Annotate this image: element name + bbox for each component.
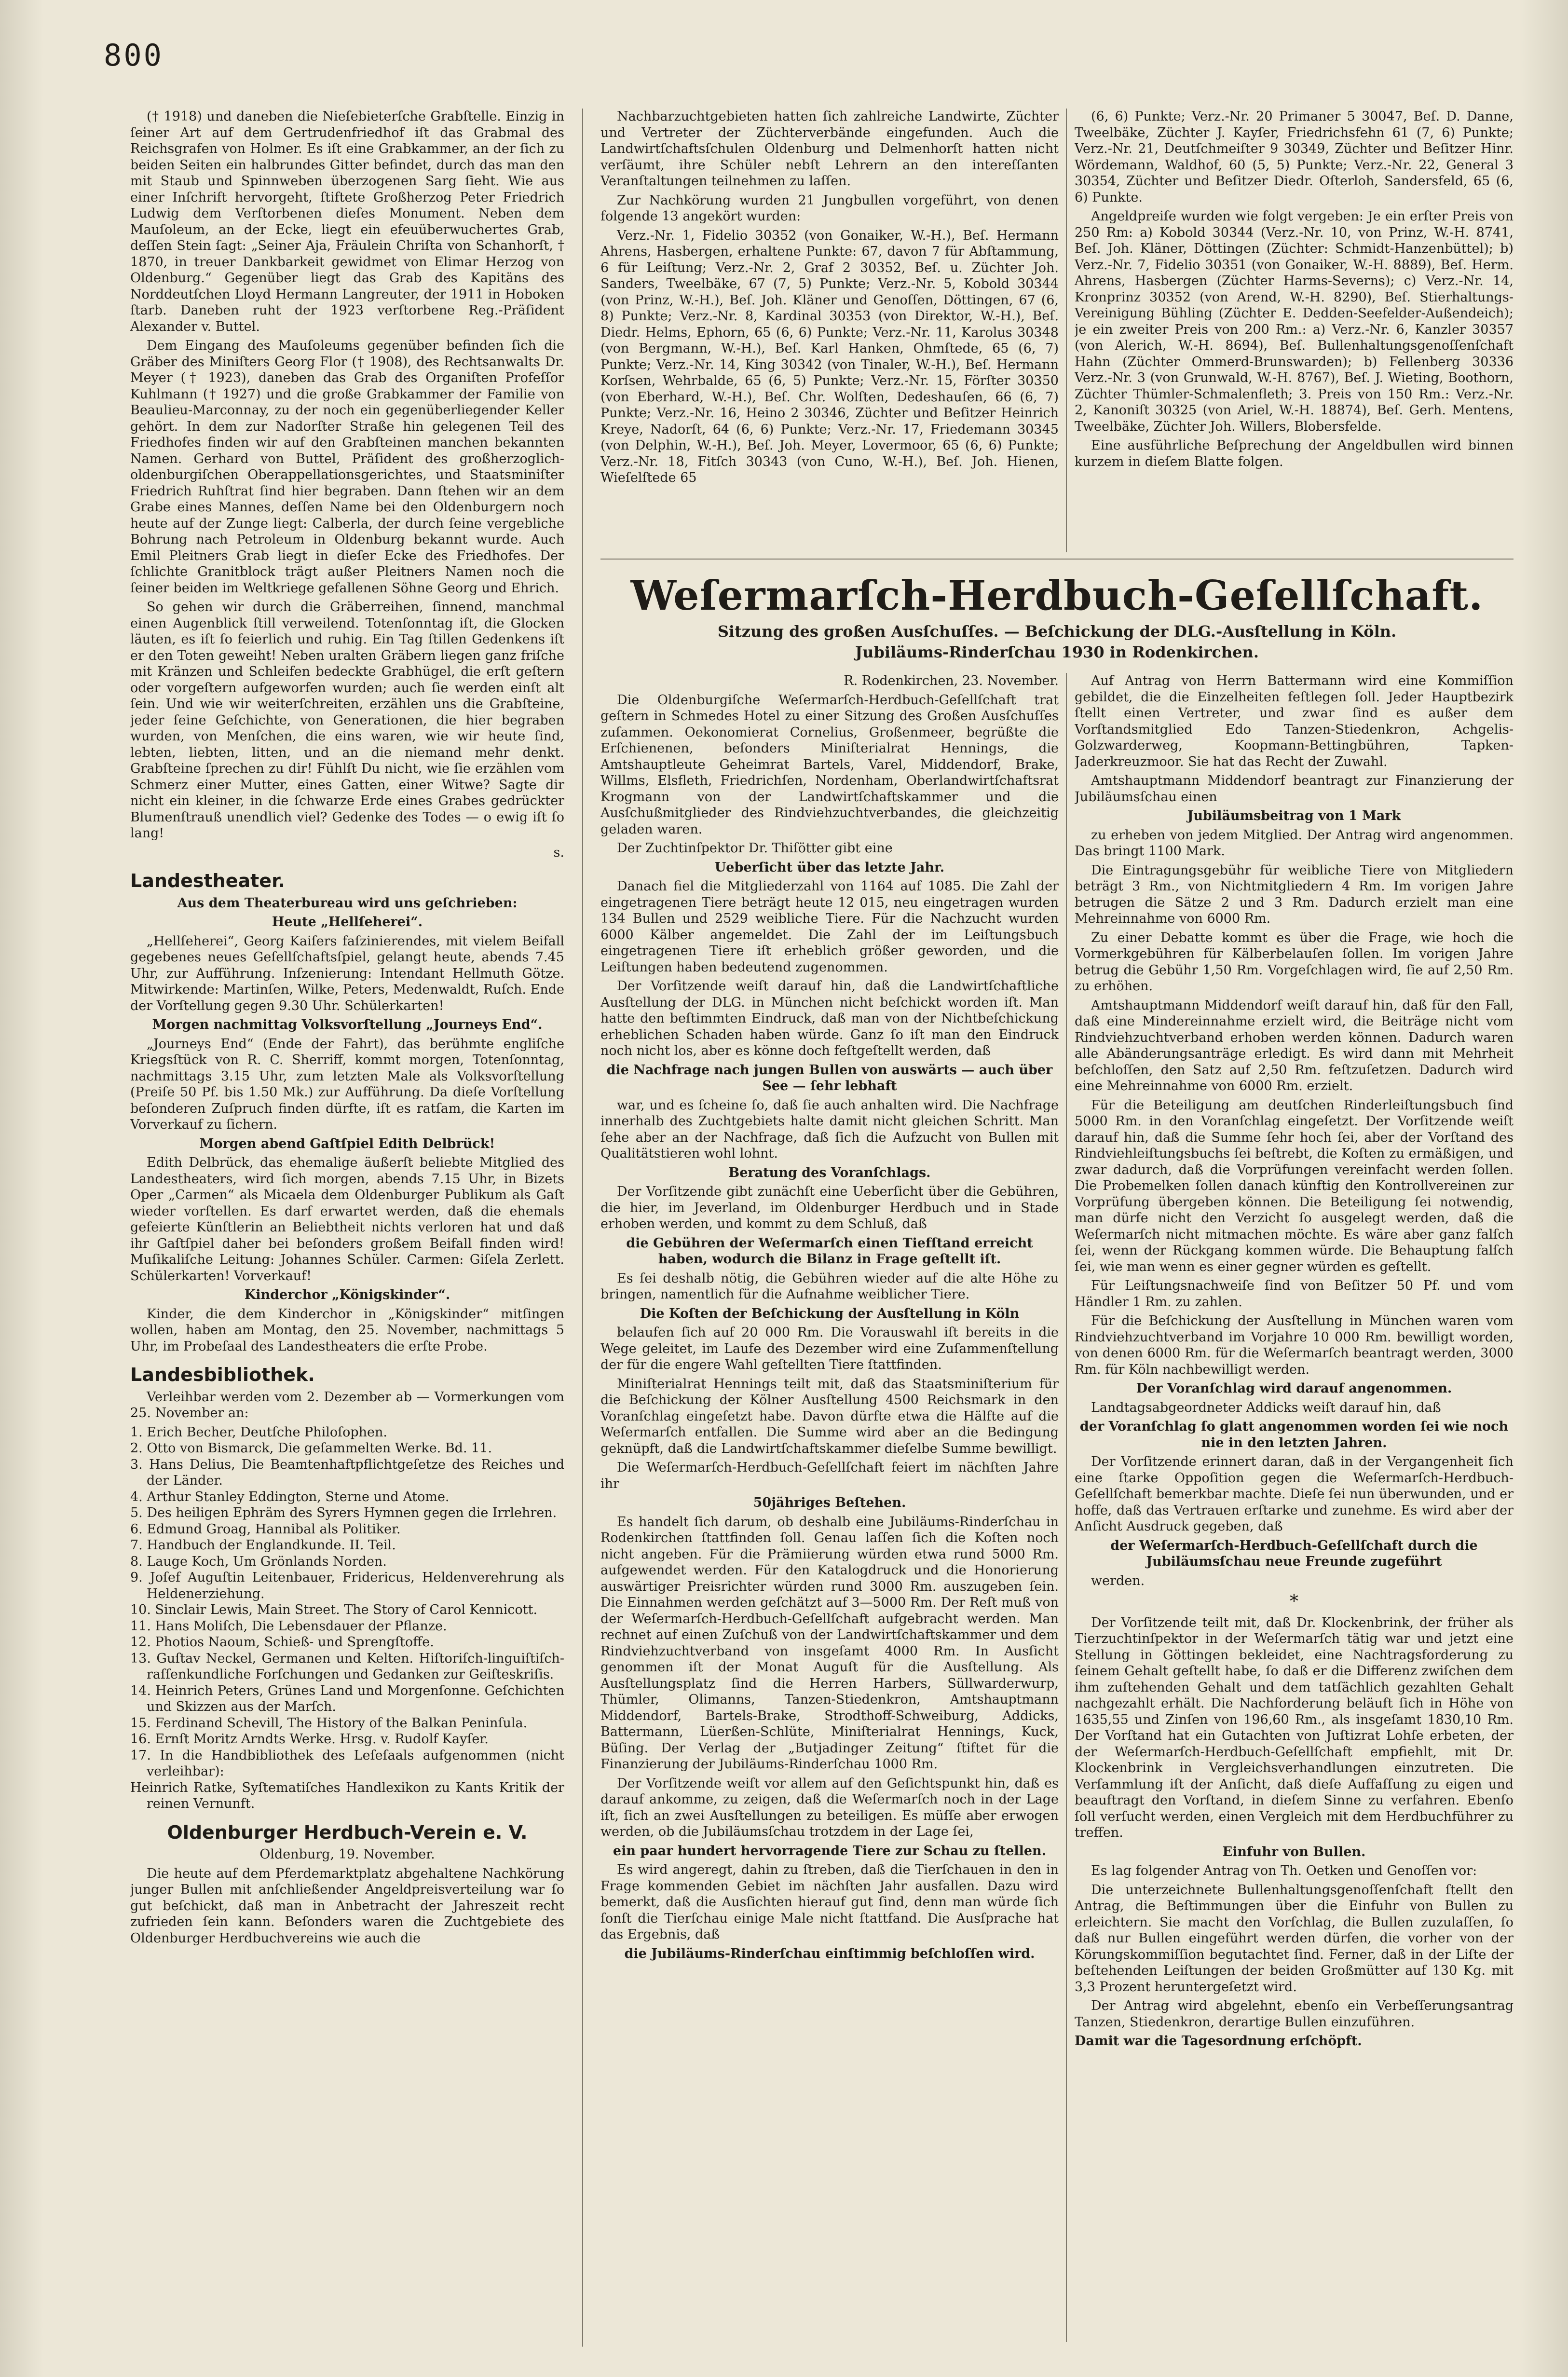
paragraph: Eine ausführliche Beſprechung der Angeldbullen wird binnen kurzem in dieſem Blatte folgen. (1075, 438, 1513, 469)
list-item: 4. Arthur Stanley Eddington, Sterne und Atome. (130, 1489, 450, 1504)
paragraph: Für Leiſtungsnachweiſe ſind von Beſitzer 50 Pf. und vom Händler 1 Rm. zu zahlen. (1075, 1278, 1513, 1310)
paragraph: Für die Beſchickung der Ausſtellung in München waren vom Rindviehzuchtverband im Vorjahre 10 000 Rm. bewilligt worden, von denen 6000 Rm. für die Weſermarſch beantragt werden, 3000 Rm. für Köln nachbewilligt werden. (1075, 1313, 1513, 1377)
paragraph: Amtshauptmann Middendorf weiſt darauf hin, daß für den Fall, daß eine Mindereinnahme erzielt wird, die Beiträge nicht vom Rindviehzuchtverband erhoben werden können. Dadurch waren alle Abänderungsanträge erledigt. Es wird dann mit Mehrheit beſchloſſen, den Satz auf 2,50 Rm. feſtzuſetzen. Dadurch wird eine Mehreinnahme von 6000 Rm. erzielt. (1075, 997, 1513, 1093)
paragraph: Die unterzeichnete Bullenhaltungsgenoſſenſchaft ſtellt den Antrag, die Beſtimmungen über die Einfuhr von Bullen zu erleichtern. Sie macht den Vorſchlag, die Bullen zuzulaſſen, ſo daß nur Bullen eingeführt werden dürfen, die vorher von der Körungskommiſſion begutachtet ſind. Ferner, daß in der Liſte der beſtehenden Leiſtungen der beiden Großmütter auf 130 Kg. mit 3,3 Prozent heruntergeſetzt wird. (1075, 1882, 1513, 1994)
subheading: die Jubiläums-Rinderſchau einſtimmig beſchloſſen wird. (624, 1946, 1035, 1961)
paragraph: Zur Nachkörung wurden 21 Jungbullen vorgeführt, von denen folgende 13 angekört wurden: (600, 192, 1059, 224)
subheading: die Nachfrage nach jungen Bullen von auswärts — auch über See — ſehr lebhaft (606, 1062, 1053, 1093)
subheading: der Weſermarſch-Herdbuch-Geſellſchaft durch die Jubiläumsſchau neue Freunde zugeführt (1110, 1538, 1478, 1569)
paragraph: Zu einer Debatte kommt es über die Frage, wie hoch die Vormerkgebühren für Kälberbelauſen ſollen. Im vorigen Jahre betrug die Gebühr 1,50 Rm. Vorgeſchlagen wird, ſie auf 2,50 Rm. zu erhöhen. (1075, 930, 1513, 994)
column-1 (130, 109, 564, 2347)
list-item: 10. Sinclair Lewis, Main Street. The Story of Carol Kennicott. (130, 1602, 538, 1617)
signature: s. (553, 845, 564, 860)
list-item: 1. Erich Becher, Deutſche Philoſophen. (130, 1424, 387, 1440)
dateline: Oldenburg, 19. November. (259, 1847, 435, 1862)
list-item: 11. Hans Moliſch, Die Lebensdauer der Pflanze. (130, 1618, 447, 1634)
paragraph: († 1918) und daneben die Nieſebieterſche Grabſtelle. Einzig in ſeiner Art auf dem Gertrudenfriedhof iſt das Grabmal des Reichsgrafen von Holmer. Es iſt eine Grabkammer, an der ſich zu beiden Seiten ein halbrundes Gitter befindet, durch das man den mit Staub und Spinnweben überzogenen Sarg ſieht. Wie aus einer Inſchrift hervorgeht, ſtiftete Großherzog Peter Friedrich Ludwig dem Verſtorbenen dieſes Monument. Neben dem Mauſoleum, an der Ecke, liegt ein efeuüberwuchertes Grab, deſſen Stein ſagt: „Seiner Aja, Fräulein Chriſta von Schanhorſt, † 1870, in treuer Dankbarkeit gewidmet von Elimar Herzog von Oldenburg.“ Gegenüber liegt das Grab des Kapitäns des Norddeutſchen Lloyd Hermann Langreuter, der 1911 in Hoboken ſtarb. Daneben ruht der 1923 verſtorbene Reg.-Präſident Alexander v. Buttel. (130, 109, 564, 334)
section-heading-library: Landesbibliothek. (130, 1364, 315, 1385)
paragraph: Die Eintragungsgebühr für weibliche Tiere von Mitgliedern beträgt 3 Rm., von Nichtmitgliedern 4 Rm. Im vorigen Jahre betrugen die Sätze 2 und 3 Rm. Dadurch erzielt man eine Mehreinnahme von 6000 Rm. (1075, 862, 1513, 926)
paragraph: Miniſterialrat Hennings teilt mit, daß das Staatsminiſterium für die Beſchickung der Kölner Ausſtellung 4500 Reichsmark in den Voranſchlag eingeſetzt habe. Davon dürfte etwa die Hälfte auf die Weſermarſch entfallen. Die Summe wird aber an die Bedingung geknüpft, daß die Landwirtſchaftskammer dieſelbe Summe bewilligt. (600, 1376, 1059, 1456)
subheading: Kinderchor „Königskinder“. (244, 1287, 450, 1302)
list-item: 2. Otto von Bismarck, Die geſammelten Werke. Bd. 11. (130, 1441, 492, 1456)
list-item: Heinrich Ratke, Syſtematiſches Handlexikon zu Kants Kritik der reinen Vernunft. (130, 1780, 564, 1811)
list-item: 16. Ernſt Moritz Arndts Werke. Hrsg. v. Rudolf Kayſer. (130, 1732, 489, 1747)
paragraph: Der Vorſitzende erinnert daran, daß in der Vergangenheit ſich eine ſtarke Oppoſition gegen die Weſermarſch-Herdbuch-Geſellſchaft bemerkbar machte. Dieſe ſei nun überwunden, und er hoffe, daß das Vertrauen erſtarke und zunehme. Es wird aber der Anſicht Ausdruck gegeben, daß (1075, 1454, 1513, 1534)
paragraph: belaufen ſich auf 20 000 Rm. Die Vorauswahl iſt bereits in die Wege geleitet, im Laufe des Dezember wird eine Zuſammenſtellung der für die engere Wahl geſtellten Tiere ſtattfinden. (600, 1325, 1059, 1372)
subheading: Heute „Hellſeherei“. (272, 915, 423, 929)
paragraph: Dem Eingang des Mauſoleums gegenüber befinden ſich die Gräber des Miniſters Georg Flor († 1908), des Rechtsanwalts Dr. Meyer († 1923), daneben das Grab des Organiſten Profeſſor Kuhlmann († 1927) und die große Grabkammer der Familie von Beaulieu-Marconnay, zu der noch ein gegenüberliegender Keller gehört. In dem zur Nadorſter Straße hin gelegenen Teil des Friedhofes finden wir auf den Grabſteinen manchen bekannten Namen. Gerhard von Buttel, Präſident des großherzoglich-oldenburgiſchen Oberappellationsgerichtes, und Staatsminiſter Friedrich Ruhſtrat ſind hier begraben. Dann ſtehen wir an dem Grabe eines Mannes, deſſen Name bei den Oldenburgern noch heute auf der Zunge liegt: Calberla, der durch ſeine vergebliche Bohrung nach Petroleum in Oldenburg bekannt wurde. Auch Emil Pleitners Grab liegt in dieſer Ecke des Friedhofes. Der ſchlichte Granitblock trägt außer Pleitners Namen noch die ſeiner beiden im Weltkriege gefallenen Söhne Georg und Ehrich. (130, 338, 564, 596)
column-divider (1066, 673, 1067, 2342)
paragraph: werden. (1091, 1573, 1145, 1588)
paragraph: (6, 6) Punkte; Verz.-Nr. 20 Primaner 5 30047, Beſ. D. Danne, Tweelbäke, Züchter J. Kayſer, Friedrichsfehn 61 (7, 6) Punkte; Verz.-Nr. 21, Deutſchmeiſter 9 30349, Züchter und Beſitzer Hinr. Wördemann, Waldhof, 60 (5, 5) Punkte; Verz.-Nr. 22, General 3 30354, Züchter und Beſitzer Diedr. Oſterloh, Sandersfeld, 65 (6, 6) Punkte. (1075, 109, 1513, 205)
subheading: Aus dem Theaterbureau wird uns geſchrieben: (177, 895, 518, 911)
list-item: 13. Guſtav Neckel, Germanen und Kelten. Hiſtoriſch-linguiſtiſch-raſſenkundliche Forſchungen und Gedanken zur Geiſteskriſis. (130, 1651, 564, 1682)
list-item: 12. Photios Naoum, Schieß- und Sprengſtoffe. (130, 1635, 434, 1650)
paragraph: zu erheben von jedem Mitglied. Der Antrag wird angenommen. Das bringt 1100 Mark. (1075, 827, 1513, 859)
list-item: 8. Lauge Koch, Um Grönlands Norden. (130, 1554, 387, 1569)
paragraph: Die Weſermarſch-Herdbuch-Geſellſchaft feiert im nächſten Jahre ihr (600, 1460, 1059, 1491)
dateline: R. Rodenkirchen, 23. November. (844, 673, 1059, 688)
subheading: Morgen nachmittag Volksvorſtellung „Journeys End“. (152, 1017, 543, 1032)
paragraph: Nachbarzuchtgebieten hatten ſich zahlreiche Landwirte, Züchter und Vertreter der Züchterverbände eingefunden. Auch die Landwirtſchaftsſchulen Oldenburg und Delmenhorſt hatten nicht verſäumt, ihre Schüler nebſt Lehrern an den intereſſanten Veranſtaltungen teilnehmen zu laſſen. (600, 109, 1059, 189)
subheading: Die Koſten der Beſchickung der Ausſtellung in Köln (640, 1306, 1020, 1321)
paragraph: Der Antrag wird abgelehnt, ebenſo ein Verbeſſerungsantrag Tanzen, Stiedenkron, derartige Bullen einzuführen. (1075, 1998, 1513, 2030)
paragraph: Für die Beteiligung am deutſchen Rinderleiſtungsbuch ſind 5000 Rm. in den Voranſchlag eingeſetzt. Der Vorſitzende weiſt darauf hin, daß die Summe ſehr hoch ſei, aber der Vorſtand des Rindviehleiſtungsbuchs ſei beſtrebt, die Koſten zu ermäßigen, und zwar dadurch, daß die Vorprüfungen vereinfacht werden ſollen. Die Probemelken ſollen danach künftig den Kontrollvereinen zur Vorprüfung übergeben können. Die Beteiligung ſei notwendig, man dürfe nicht den Verzicht ſo ausgelegt werden, daß die Weſermarſch nicht mitmachen möchte. Es wäre aber ganz falſch ſei, wenn der Rückgang kommen würde. Die Behauptung falſch ſei, wie man wenn es einer gegner würden es geſtellt. (1075, 1097, 1513, 1274)
paragraph: So gehen wir durch die Gräberreihen, ſinnend, manchmal einen Augenblick ſtill verweilend. Totenſonntag iſt, die Glocken läuten, es iſt ſo feierlich und ruhig. Ein Tag ſtillen Gedenkens iſt er den Toten geweiht! Neben uralten Gräbern liegen ganz friſche mit Kränzen und Schleifen bedeckte Grabhügel, die erſt geſtern oder vorgeſtern aufgeworfen wurden; auch ſie werden einſt alt ſein. Und wie wir weiterſchreiten, erzählen uns die Grabſteine, jeder ſeine Geſchichte, von Generationen, die hier begraben wurden, von Menſchen, die eins waren, wie wir heute ſind, lebten, liebten, litten, und an die niemand mehr denkt. Grabſteine ſprechen zu dir! Fühlſt Du nicht, wie ſie erzählen vom Schmerz einer Mutter, eines Gatten, einer Witwe? Sagte dir nicht ein kleiner, in die ſchwarze Erde eines Grabes gedrückter Blumenſtrauß unendlich viel? Gedenke des Todes — o ewig iſt ſo lang! (130, 600, 564, 841)
paragraph: Es ſei deshalb nötig, die Gebühren wieder auf die alte Höhe zu bringen, namentlich für die Aufnahme weiblicher Tiere. (600, 1270, 1059, 1302)
column-3-top (1075, 109, 1513, 610)
list-item: 14. Heinrich Peters, Grünes Land und Morgenſonne. Geſchichten und Skizzen aus der Marſch. (130, 1683, 564, 1714)
subheading: 50jähriges Beſtehen. (753, 1495, 906, 1510)
paragraph: Landtagsabgeordneter Addicks weiſt darauf hin, daß (1091, 1400, 1441, 1415)
paragraph: „Hellſeherei“, Georg Kaiſers faſzinierendes, mit vielem Beifall gegebenes neues Geſellſchaftsſpiel, gelangt heute, abends 7.45 Uhr, zur Aufführung. Inſzenierung: Intendant Hellmuth Götze. Mitwirkende: Martinſen, Wilke, Peters, Medenwaldt, Ruſch. Ende der Vorſtellung gegen 9.30 Uhr. Schülerkarten! (130, 933, 564, 1013)
list-item: 3. Hans Delius, Die Beamtenhaftpflichtgeſetze des Reiches und der Länder. (130, 1457, 564, 1488)
paragraph: Kinder, die dem Kinderchor in „Königskinder“ mitſingen wollen, haben am Montag, den 25. November, nachmittags 5 Uhr, im Probeſaal des Landestheaters die erſte Probe. (130, 1306, 564, 1354)
paragraph: Verleihbar werden vom 2. Dezember ab — Vormerkungen vom 25. November an: (130, 1389, 564, 1421)
column-2-top (600, 109, 1059, 610)
list-item: 9. Joſef Auguſtin Leitenbauer, Fridericus, Heldenverehrung als Heldenerziehung. (130, 1570, 564, 1601)
asterisk-separator: * (1290, 1592, 1298, 1612)
article-headline: Weſermarſch-Herdbuch-Geſellſchaft. (630, 572, 1484, 619)
paragraph: Es lag folgender Antrag von Th. Oetken und Genoſſen vor: (1091, 1863, 1477, 1878)
paragraph: Der Vorſitzende teilt mit, daß Dr. Klockenbrink, der früher als Tierzuchtinſpektor in der Weſermarſch tätig war und jetzt eine Stellung in Göttingen bekleidet, eine Nachtragsforderung zu ſeinem Gehalt geſtellt habe, ſo daß er die Differenz zwiſchen dem ihm zuſtehenden Gehalt und dem tatſächlich gezahlten Gehalt nachgezahlt erhält. Die Nachforderung beläuft ſich in Höhe von 1635,55 und Zinſen von 196,60 Rm., als insgeſamt 1830,10 Rm. Der Vorſtand hat ein Gutachten von Juſtizrat Lohſe erbeten, der der Weſermarſch-Herdbuch-Geſellſchaft empfiehlt, mit Dr. Klockenbrink in Vergleichsverhandlungen einzutreten. Die Verſammlung iſt der Anſicht, daß dieſe Auffaſſung zu eigen und beauftragt den Vorſtand, in dieſem Sinne zu verfahren. Ebenſo ſoll verſucht werden, einen Vergleich mit dem Herdbuchführer zu treffen. (1075, 1615, 1513, 1840)
subheading: Einfuhr von Bullen. (1222, 1844, 1366, 1859)
paragraph: Angeldpreiſe wurden wie folgt vergeben: Je ein erſter Preis von 250 Rm: a) Kobold 30344 (Verz.-Nr. 10, von Prinz, W.-H. 8741, Beſ. Joh. Kläner, Döttingen (Züchter: Schmidt-Hanzenbüttel); b) Verz.-Nr. 7, Fidelio 30351 (von Gonaiker, W.-H. 8889), Beſ. Herm. Ahrens, Hasbergen (Züchter Harms-Severns); c) Verz.-Nr. 14, Kronprinz 30352 (von Arend, W.-H. 8290), Beſ. Stierhaltungs-Vereinigung Bühling (Züchter E. Dedden-Seefelder-Außendeich); je ein zweiter Preis von 200 Rm.: a) Verz.-Nr. 6, Kanzler 30357 (von Alerich, W.-H. 8694), Beſ. Bullenhaltungsgenoſſenſchaft Hahn (Züchter Ommerd-Brunswarden); b) Fellenberg 30336 Verz.-Nr. 3 (von Grunwald, W.-H. 8767), Beſ. J. Wieting, Boothorn, Züchter Thümler-Schmalenfleth; 3. Preis von 150 Rm.: Verz.-Nr. 2, Kanoniſt 30325 (von Ariel, W.-H. 18874), Beſ. Gerh. Mentens, Tweelbäke, Züchter Joh. Willers, Blobersfelde. (1075, 209, 1513, 434)
list-item: 7. Handbuch der Englandkunde. II. Teil. (130, 1538, 396, 1553)
paragraph: Danach fiel die Mitgliederzahl von 1164 auf 1085. Die Zahl der eingetragenen Tiere beträgt heute 12 015, neu eingetragen wurden 134 Bullen und 2529 weibliche Tiere. Für die Nachzucht wurden 6000 Kälber angemeldet. Die Zahl der im Leiſtungsbuch eingetragenen Tiere iſt erheblich größer geworden, und die Leiſtungen haben bedeutend zugenommen. (600, 879, 1059, 975)
paragraph: Es wird angeregt, dahin zu ſtreben, daß die Tierſchauen in den in Frage kommenden Gebiet im nächſten Jahr ausfallen. Dazu wird bemerkt, daß die Ausſichten hierauf gut ſind, denn man würde ſich ſonſt die Tierſchau einige Male nicht ſtattfand. Die Ausſprache hat das Ergebnis, daß (600, 1862, 1059, 1942)
subheading: die Gebühren der Weſermarſch einen Tiefſtand erreicht haben, wodurch die Bilanz in Frage geſtellt iſt. (626, 1235, 1033, 1267)
column-divider (582, 109, 583, 2347)
subheading: Jubiläumsbeitrag von 1 Mark (1187, 808, 1401, 823)
page-number: 800 (104, 38, 164, 73)
article-column-left (600, 673, 1059, 2342)
subheading: Beratung des Voranſchlags. (728, 1165, 931, 1180)
paragraph: Auf Antrag von Herrn Battermann wird eine Kommiſſion gebildet, die die Einzelheiten feſtlegen ſoll. Jeder Hauptbezirk ſtellt einen Vertreter, und zwar ſind es außer dem Vorſtandsmitglied Edo Tanzen-Stiedenkron, Achgelis-Golzwarderweg, Koopmann-Bettingbühren, Tapken-Jaderkreuzmoor. Sie hat das Recht der Zuwahl. (1075, 673, 1513, 769)
subheading: ein paar hundert hervorragende Tiere zur Schau zu ſtellen. (613, 1843, 1047, 1858)
paragraph: Edith Delbrück, das ehemalige äußerſt beliebte Mitglied des Landestheaters, wird ſich morgen, abends 7.15 Uhr, in Bizets Oper „Carmen“ als Micaela dem Oldenburger Publikum als Gaſt wieder vorſtellen. Es darf erwartet werden, daß die ehemals gefeierte Künſtlerin an Beliebtheit nichts verloren hat und daß ihr Gaſtſpiel daher bei beſonders großem Beifall finden wird! Muſikaliſche Leitung: Johannes Schüler. Carmen: Giſela Zerlett. Schülerkarten! Vorverkauf! (130, 1155, 564, 1284)
paragraph: Der Vorſitzende weiſt vor allem auf den Geſichtspunkt hin, daß es darauf ankomme, zu zeigen, daß die Weſermarſch noch in der Lage iſt, ſich an zwei Ausſtellungen zu beteiligen. Es müſſe aber erwogen werden, ob die Jubiläumsſchau trotzdem in der Lage ſei, (600, 1776, 1059, 1839)
section-heading-herdbook: Oldenburger Herdbuch-Verein e. V. (167, 1821, 528, 1843)
paragraph: Es handelt ſich darum, ob deshalb eine Jubiläums-Rinderſchau in Rodenkirchen ſtattfinden ſoll. Genau laſſen ſich die Koſten noch nicht angeben. Für die Prämiierung würden etwa rund 5000 Rm. aufgewendet werden. Für den Katalogdruck und die Honorierung auswärtiger Preisrichter würden rund 3000 Rm. auszugeben ſein. Die Einnahmen werden geſchätzt auf 3—5000 Rm. Der Reſt muß von der Weſermarſch-Herdbuch-Geſellſchaft aufgebracht werden. Man rechnet auf einen Zuſchuß von der Landwirtſchaftskammer und dem Rindviehzuchtverband von insgeſamt 4000 Rm. In Ausſicht genommen iſt der Monat Auguſt für die Ausſtellung. Als Ausſtellungsplatz ſind die Herren Harbers, Süllwarderwurp, Thümler, Olimanns, Tanzen-Stiedenkron, Amtshauptmann Middendorf, Bartels-Brake, Strodthoff-Schweiburg, Addicks, Battermann, Lüerßen-Schlüte, Miniſterialrat Hennings, Kuck, Büſing. Der Verlag der „Butjadinger Zeitung“ ſtiftet für die Finanzierung der Jubiläums-Rinderſchau 1000 Rm. (600, 1514, 1059, 1772)
paragraph: Der Vorſitzende gibt zunächſt eine Ueberſicht über die Gebühren, die hier, im Jeverland, im Oldenburger Herdbuch und in Stade erhoben werden, und kommt zu dem Schluß, daß (600, 1184, 1059, 1231)
paragraph: Verz.-Nr. 1, Fidelio 30352 (von Gonaiker, W.-H.), Beſ. Hermann Ahrens, Hasbergen, erhaltene Punkte: 67, davon 7 für Abſtammung, 6 für Leiſtung; Verz.-Nr. 2, Graf 2 30352, Beſ. u. Züchter Joh. Sanders, Tweelbäke, 67 (7, 5) Punkte; Verz.-Nr. 5, Kobold 30344 (von Prinz, W.-H.), Beſ. Joh. Kläner und Genoſſen, Döttingen, 67 (6, 8) Punkte; Verz.-Nr. 8, Kardinal 30353 (von Direktor, W.-H.), Beſ. Diedr. Helms, Ephorn, 65 (6, 6) Punkte; Verz.-Nr. 11, Karolus 30348 (von Bergmann, W.-H.), Beſ. Karl Hanken, Ohmſtede, 65 (6, 7) Punkte; Verz.-Nr. 14, King 30342 (von Tinaler, W.-H.), Beſ. Hermann Korſsen, Wehrbalde, 65 (6, 5) Punkte; Verz.-Nr. 15, Förſter 30350 (von Eberhard, W.-H.), Beſ. Chr. Wolſten, Dedeshauſen, 66 (6, 7) Punkte; Verz.-Nr. 16, Heino 2 30346, Züchter und Beſitzer Heinrich Kreye, Nadorſt, 64 (6, 6) Punkte; Verz.-Nr. 17, Friedemann 30345 (von Delphin, W.-H.), Beſ. Joh. Meyer, Lovermoor, 65 (6, 6) Punkte; Verz.-Nr. 18, Fitſch 30343 (von Cuno, W.-H.), Beſ. Joh. Hienen, Wieſelſtede 65 (600, 228, 1059, 485)
subheading: Der Voranſchlag wird darauf angenommen. (1136, 1381, 1452, 1396)
list-item: 17. In die Handbibliothek des Leſeſaals aufgenommen (nicht verleihbar): (130, 1748, 564, 1779)
article-subheadline: Sitzung des großen Ausſchuſſes. — Beſchickung der DLG.-Ausſtellung in Köln. (717, 622, 1397, 641)
paragraph: war, und es ſcheine ſo, daß ſie auch anhalten wird. Die Nachfrage innerhalb des Zuchtgebiets halte damit nicht gleichen Schritt. Man ſehe aber an der Nachfrage, daß ſich die Aufzucht von Bullen mit Qualitätstieren wohl lohnt. (600, 1097, 1059, 1161)
article-subheadline: Jubiläums-Rinderſchau 1930 in Rodenkirchen. (855, 643, 1259, 661)
paragraph: Amtshauptmann Middendorf beantragt zur Finanzierung der Jubiläumsſchau einen (1075, 773, 1513, 805)
column-divider (1066, 109, 1067, 552)
section-heading-theater: Landestheater. (130, 870, 285, 891)
closing-line: Damit war die Tagesordnung erſchöpft. (1075, 2034, 1362, 2049)
list-item: 15. Ferdinand Schevill, The History of the Balkan Peninſula. (130, 1715, 528, 1731)
paragraph: Die heute auf dem Pferdemarktplatz abgehaltene Nachkörung junger Bullen mit anſchließender Angeldpreisverteilung war ſo gut beſchickt, daß man in Anbetracht der Jahreszeit recht zufrieden ſein kann. Beſonders waren die Zuchtgebiete des Oldenburger Herdbuchvereins wie auch die (130, 1866, 564, 1946)
subheading: der Voranſchlag ſo glatt angenommen worden ſei wie noch nie in den letzten Jahren. (1079, 1419, 1509, 1450)
paragraph: Der Zuchtinſpektor Dr. Thiſötter gibt eine (617, 841, 893, 856)
paragraph: Der Vorſitzende weiſt darauf hin, daß die Landwirtſchaftliche Ausſtellung der DLG. in München nicht beſchickt worden iſt. Man hatte den beſtimmten Eindruck, daß man von der Nichtbeſchickung erheblichen Schaden haben würde. Ganz ſo iſt man den Eindruck noch nicht los, aber es könne doch feſtgeſtellt werden, daß (600, 979, 1059, 1058)
list-item: 6. Edmund Groag, Hannibal als Politiker. (130, 1521, 401, 1537)
list-item: 5. Des heiligen Ephräm des Syrers Hymnen gegen die Irrlehren. (130, 1505, 557, 1520)
article-column-right (1075, 673, 1513, 2342)
paragraph: „Journeys End“ (Ende der Fahrt), das berühmte engliſche Kriegsſtück von R. C. Sherriff, kommt morgen, Totenſonntag, nachmittags 3.15 Uhr, zum letzten Male als Volksvorſtellung (Preiſe 50 Pf. bis 1.50 Mk.) zur Aufführung. Da dieſe Vorſtellung beſonderen Zuſpruch finden dürfte, iſt es ratſam, die Karten im Vorverkauf zu ſichern. (130, 1036, 564, 1132)
paragraph: Die Oldenburgiſche Weſermarſch-Herdbuch-Geſellſchaft trat geſtern in Schmedes Hotel zu einer Sitzung des Großen Ausſchuſſes zuſammen. Oekonomierat Cornelius, Großenmeer, begrüßte die Erſchienenen, beſonders Miniſterialrat Hennings, die Amtshauptleute Geheimrat Bartels, Varel, Middendorf, Brake, Willms, Elsfleth, Friedrichſen, Nordenham, Oberlandwirtſchaftsrat Krogmann von der Landwirtſchaftskammer und die Ausſchußmitglieder des Rindviehzuchtverbandes, die gleichzeitig geladen waren. (600, 692, 1059, 837)
subheading: Ueberſicht über das letzte Jahr. (714, 860, 945, 875)
subheading: Morgen abend Gaſtſpiel Edith Delbrück! (199, 1136, 495, 1151)
